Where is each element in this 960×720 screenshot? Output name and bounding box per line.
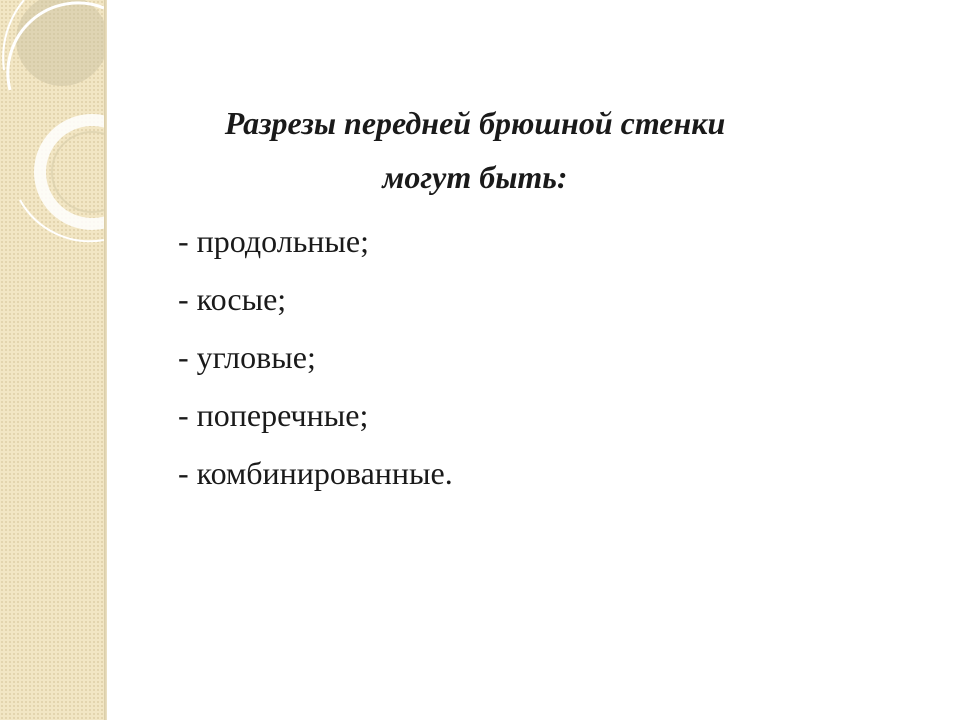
list-item: - угловые; xyxy=(178,339,316,375)
list-item: - продольные; xyxy=(178,223,369,259)
slide-title-line-2: могут быть: xyxy=(382,159,568,195)
incision-types-list xyxy=(178,212,453,502)
side-band-divider xyxy=(104,0,107,720)
slide-title xyxy=(200,96,750,204)
decorative-side-band xyxy=(0,0,106,720)
list-item: - комбинированные. xyxy=(178,455,453,491)
list-item: - косые; xyxy=(178,281,287,317)
list-item: - поперечные; xyxy=(178,397,369,433)
circle-ornament-icon xyxy=(0,0,106,720)
slide-title-line-1: Разрезы передней брюшной стенки xyxy=(224,105,726,141)
